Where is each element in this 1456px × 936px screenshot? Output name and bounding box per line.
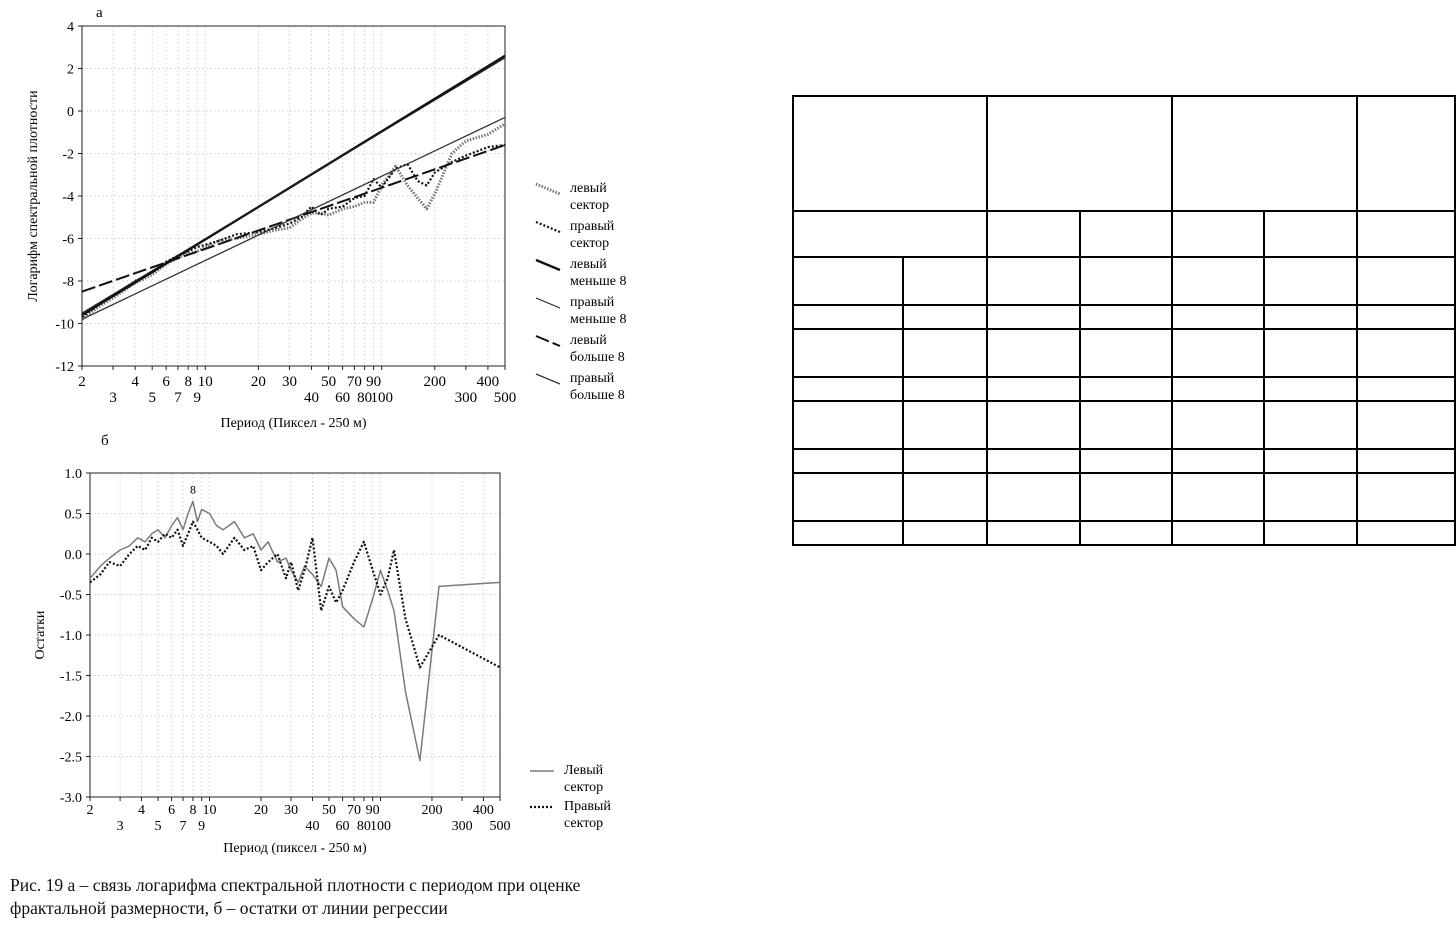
table-cell bbox=[903, 329, 987, 377]
table-cell bbox=[793, 473, 903, 521]
legend-swatch bbox=[536, 374, 560, 384]
table-row bbox=[793, 401, 1455, 449]
legend-swatch bbox=[536, 222, 560, 232]
table-cell bbox=[1080, 473, 1172, 521]
table-cell bbox=[1357, 96, 1455, 211]
panel-label: б bbox=[101, 433, 109, 449]
y-tick-label: -3.0 bbox=[59, 791, 82, 806]
table-cell bbox=[1080, 329, 1172, 377]
y-tick-label: -2 bbox=[62, 147, 74, 163]
table-cell bbox=[1357, 257, 1455, 305]
y-tick-label: -2.0 bbox=[59, 710, 82, 725]
y-tick-label: -1.0 bbox=[59, 629, 82, 644]
table-cell bbox=[1080, 305, 1172, 329]
table-cell bbox=[793, 305, 903, 329]
x-tick-label: 4 bbox=[131, 374, 139, 390]
table-cell bbox=[1264, 521, 1356, 545]
x-tick-label: 9 bbox=[198, 819, 206, 834]
legend-label: сектор bbox=[564, 780, 604, 795]
table-cell bbox=[903, 521, 987, 545]
legend-label: левый bbox=[570, 333, 607, 348]
legend-label: Левый bbox=[564, 763, 604, 778]
series-line bbox=[82, 58, 505, 313]
x-tick-label: 200 bbox=[423, 374, 447, 390]
x-tick-label: 80 bbox=[357, 390, 373, 406]
table-cell bbox=[903, 449, 987, 473]
table-cell bbox=[793, 401, 903, 449]
table-cell bbox=[1357, 377, 1455, 401]
chart-a bbox=[0, 0, 660, 430]
x-tick-label: 50 bbox=[321, 374, 337, 390]
table-cell bbox=[1080, 257, 1172, 305]
table-row bbox=[793, 449, 1455, 473]
series-line bbox=[82, 117, 505, 319]
table-row bbox=[793, 521, 1455, 545]
legend-label: Правый bbox=[564, 799, 611, 814]
legend-label: левый bbox=[570, 257, 607, 272]
x-tick-label: 7 bbox=[174, 390, 182, 406]
legend-swatch bbox=[536, 336, 560, 346]
legend-label: правый bbox=[570, 371, 615, 386]
table-row bbox=[793, 377, 1455, 401]
y-axis-label: Остатки bbox=[33, 610, 48, 660]
y-tick-label: 2 bbox=[67, 62, 74, 78]
legend-label: меньше 8 bbox=[570, 312, 627, 327]
legend-label: сектор bbox=[564, 816, 604, 831]
table-cell bbox=[987, 401, 1079, 449]
table-cell bbox=[903, 377, 987, 401]
table-cell bbox=[903, 257, 987, 305]
table-cell bbox=[1080, 211, 1172, 257]
x-tick-label: 400 bbox=[476, 374, 500, 390]
x-tick-label: 500 bbox=[489, 819, 511, 834]
table-cell bbox=[1264, 211, 1356, 257]
table-cell bbox=[1172, 473, 1264, 521]
x-tick-label: 80 bbox=[356, 819, 371, 834]
legend-label: сектор bbox=[570, 236, 610, 251]
table-cell bbox=[1172, 401, 1264, 449]
caption-line-2: фрактальной размерности, б – остатки от линии регрессии bbox=[10, 898, 448, 918]
table-cell bbox=[793, 521, 903, 545]
table-cell bbox=[1357, 305, 1455, 329]
table-cell bbox=[987, 257, 1079, 305]
x-tick-label: 40 bbox=[305, 819, 320, 834]
x-tick-label: 10 bbox=[197, 374, 213, 390]
table-cell bbox=[987, 96, 1172, 211]
table-cell bbox=[1080, 521, 1172, 545]
x-tick-label: 300 bbox=[454, 390, 478, 406]
y-tick-label: -6 bbox=[62, 232, 74, 248]
table-cell bbox=[987, 329, 1079, 377]
x-tick-label: 70 bbox=[347, 803, 362, 818]
table-cell bbox=[1264, 257, 1356, 305]
x-tick-label: 100 bbox=[370, 390, 393, 406]
y-tick-label: -4 bbox=[62, 190, 74, 205]
x-tick-label: 30 bbox=[281, 374, 297, 390]
table-row bbox=[793, 96, 1455, 211]
y-tick-label: -2.5 bbox=[59, 750, 82, 766]
y-tick-label: 4 bbox=[67, 20, 74, 35]
y-tick-label: -1.5 bbox=[59, 669, 82, 685]
table-cell bbox=[1172, 96, 1357, 211]
legend-label: левый bbox=[570, 181, 607, 196]
series-line bbox=[90, 501, 500, 760]
x-tick-label: 60 bbox=[335, 819, 350, 834]
x-tick-label: 4 bbox=[137, 803, 145, 818]
table-cell bbox=[1264, 401, 1356, 449]
table-cell bbox=[793, 211, 987, 257]
table-cell bbox=[1264, 449, 1356, 473]
x-tick-label: 100 bbox=[369, 819, 391, 834]
x-tick-label: 70 bbox=[346, 374, 362, 390]
x-tick-label: 90 bbox=[365, 803, 380, 818]
table-cell bbox=[987, 521, 1079, 545]
table-cell bbox=[987, 473, 1079, 521]
table-cell bbox=[987, 211, 1079, 257]
series-line bbox=[82, 124, 505, 320]
table-cell bbox=[1080, 449, 1172, 473]
table-cell bbox=[903, 401, 987, 449]
legend-label: правый bbox=[570, 295, 615, 310]
x-axis-label: Период (пиксел - 250 м) bbox=[223, 841, 367, 856]
caption-line-1: Рис. 19 а – связь логарифма спектральной плотности с периодом при оценке bbox=[10, 875, 581, 895]
y-tick-label: -10 bbox=[55, 317, 74, 333]
table-cell bbox=[793, 449, 903, 473]
x-tick-label: 9 bbox=[193, 390, 201, 406]
table-cell bbox=[1357, 401, 1455, 449]
table-cell bbox=[1080, 377, 1172, 401]
table-cell bbox=[1264, 377, 1356, 401]
x-tick-label: 6 bbox=[168, 803, 176, 818]
table-cell bbox=[1357, 211, 1455, 257]
table-cell bbox=[1172, 521, 1264, 545]
y-tick-label: -0.5 bbox=[59, 588, 82, 604]
table-cell bbox=[1172, 211, 1264, 257]
table-cell bbox=[1172, 329, 1264, 377]
y-tick-label: -8 bbox=[62, 275, 74, 290]
x-tick-label: 8 bbox=[189, 803, 197, 818]
table-cell bbox=[793, 257, 903, 305]
legend-label: сектор bbox=[570, 198, 610, 213]
x-tick-label: 500 bbox=[493, 390, 517, 406]
legend-label: правый bbox=[570, 219, 615, 234]
y-axis-label: Логарифм спектральной плотности bbox=[26, 90, 41, 302]
legend-swatch bbox=[536, 298, 560, 308]
y-tick-label: 0 bbox=[67, 105, 74, 120]
table-cell bbox=[793, 329, 903, 377]
x-axis-label: Период (Пиксел - 250 м) bbox=[220, 416, 367, 430]
table-row bbox=[793, 473, 1455, 521]
chart-b bbox=[0, 430, 660, 870]
x-tick-label: 90 bbox=[366, 374, 382, 390]
x-tick-label: 3 bbox=[116, 819, 124, 834]
legend-label: больше 8 bbox=[570, 350, 625, 365]
table-cell bbox=[903, 473, 987, 521]
table-cell bbox=[903, 305, 987, 329]
x-tick-label: 20 bbox=[253, 803, 268, 818]
figure-caption bbox=[10, 874, 690, 920]
x-tick-label: 40 bbox=[304, 390, 320, 406]
panel-label: а bbox=[96, 5, 103, 21]
table-cell bbox=[1357, 449, 1455, 473]
table-cell bbox=[1172, 305, 1264, 329]
table-row bbox=[793, 305, 1455, 329]
x-tick-label: 50 bbox=[322, 803, 337, 818]
x-tick-label: 20 bbox=[250, 374, 266, 390]
x-tick-label: 300 bbox=[451, 819, 473, 834]
grid bbox=[82, 26, 505, 366]
table-cell bbox=[1264, 329, 1356, 377]
x-tick-label: 2 bbox=[78, 374, 86, 390]
x-tick-label: 2 bbox=[86, 803, 94, 818]
table-cell bbox=[1357, 329, 1455, 377]
table-cell bbox=[1080, 401, 1172, 449]
y-tick-label: 1.0 bbox=[64, 467, 82, 482]
table-cell bbox=[1357, 521, 1455, 545]
table-cell bbox=[1264, 305, 1356, 329]
legend-label: больше 8 bbox=[570, 388, 625, 403]
x-tick-label: 10 bbox=[202, 803, 217, 818]
x-tick-label: 5 bbox=[148, 390, 156, 406]
table-cell bbox=[987, 449, 1079, 473]
series-line bbox=[82, 145, 505, 317]
table-cell bbox=[987, 377, 1079, 401]
annotation-label: 8 bbox=[189, 482, 196, 497]
table-row bbox=[793, 211, 1455, 257]
table-cell bbox=[1357, 473, 1455, 521]
x-tick-label: 400 bbox=[472, 803, 494, 818]
x-tick-label: 8 bbox=[184, 374, 192, 390]
legend-swatch bbox=[536, 260, 560, 270]
table-cell bbox=[1172, 377, 1264, 401]
x-tick-label: 6 bbox=[162, 374, 170, 390]
table-row bbox=[793, 329, 1455, 377]
legend-label: меньше 8 bbox=[570, 274, 627, 289]
x-tick-label: 7 bbox=[179, 819, 187, 834]
x-tick-label: 3 bbox=[109, 390, 117, 406]
empty-table bbox=[792, 95, 1456, 546]
table-row bbox=[793, 257, 1455, 305]
table-cell bbox=[1264, 473, 1356, 521]
y-tick-label: 0.0 bbox=[64, 548, 82, 563]
table-cell bbox=[987, 305, 1079, 329]
x-tick-label: 5 bbox=[154, 819, 162, 834]
x-tick-label: 60 bbox=[335, 390, 351, 406]
x-tick-label: 30 bbox=[284, 803, 299, 818]
x-tick-label: 200 bbox=[421, 803, 443, 818]
y-tick-label: 0.5 bbox=[64, 507, 82, 523]
legend-swatch bbox=[536, 184, 560, 194]
y-tick-label: -12 bbox=[55, 360, 74, 375]
table-cell bbox=[793, 377, 903, 401]
plot-frame bbox=[82, 26, 505, 366]
table-cell bbox=[1172, 449, 1264, 473]
table-cell bbox=[1172, 257, 1264, 305]
table-cell bbox=[793, 96, 987, 211]
